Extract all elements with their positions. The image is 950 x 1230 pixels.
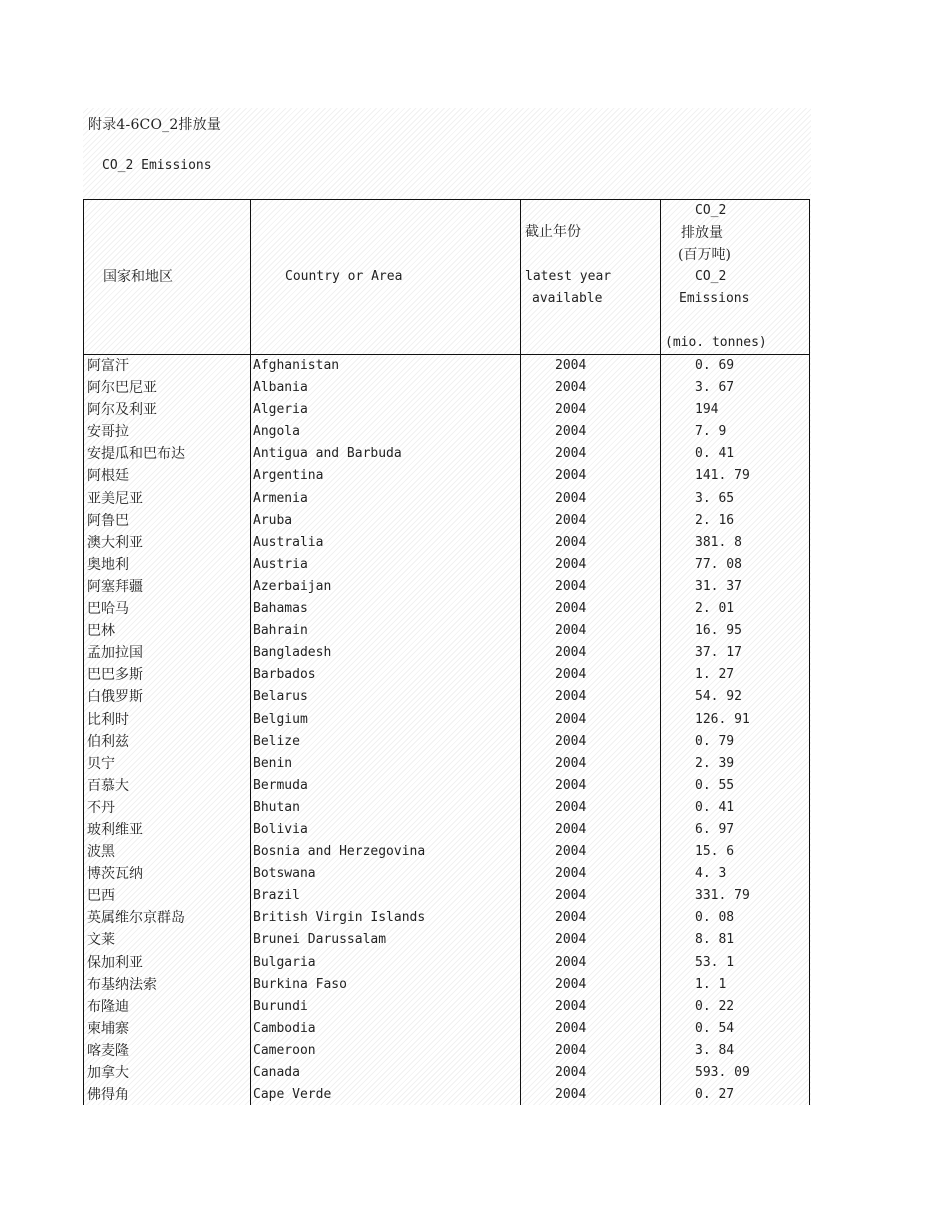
- country-cn-cell: 巴西: [87, 888, 115, 905]
- table-row: [83, 377, 810, 399]
- header-value-2: 排放量: [681, 225, 723, 241]
- table-row: [83, 642, 810, 664]
- emissions-value-cell: 0. 54: [695, 1020, 735, 1036]
- year-cell: 2004: [555, 446, 587, 462]
- emissions-value-cell: 0. 69: [695, 358, 735, 373]
- emissions-value-cell: 4. 3: [695, 866, 727, 882]
- header-value-3: (百万吨): [678, 247, 731, 263]
- emissions-value-cell: 0. 27: [695, 1087, 735, 1103]
- year-cell: 2004: [555, 1020, 587, 1036]
- emissions-value-cell: 54. 92: [695, 689, 742, 705]
- year-cell: 2004: [555, 755, 587, 771]
- year-cell: 2004: [555, 932, 587, 948]
- table-row: [83, 1062, 810, 1084]
- year-cell: 2004: [555, 821, 587, 837]
- table-row: [83, 797, 810, 819]
- table-row: [83, 465, 810, 487]
- year-cell: 2004: [555, 667, 587, 683]
- year-cell: 2004: [555, 490, 587, 506]
- table-row: [83, 554, 810, 576]
- year-cell: 2004: [555, 976, 587, 992]
- year-cell: 2004: [555, 601, 587, 617]
- country-cn-cell: 玻利维亚: [87, 821, 143, 838]
- country-cn-cell: 阿尔及利亚: [87, 402, 157, 419]
- emissions-value-cell: 2. 01: [695, 601, 735, 617]
- country-en-cell: Brazil: [253, 888, 300, 904]
- country-cn-cell: 文莱: [87, 932, 115, 949]
- country-en-cell: Algeria: [253, 402, 308, 418]
- page-subtitle: CO_2 Emissions: [102, 158, 212, 173]
- country-cn-cell: 伯利兹: [87, 733, 129, 750]
- header-country-cn: 国家和地区: [103, 269, 173, 285]
- country-en-cell: Afghanistan: [253, 358, 340, 373]
- country-cn-cell: 孟加拉国: [87, 645, 143, 662]
- country-en-cell: Angola: [253, 424, 300, 440]
- year-cell: 2004: [555, 689, 587, 705]
- header-year-en-2: available: [532, 291, 603, 306]
- header-value-4: CO_2: [695, 269, 727, 284]
- emissions-value-cell: 126. 91: [695, 711, 750, 727]
- year-cell: 2004: [555, 844, 587, 860]
- country-en-cell: Benin: [253, 755, 293, 771]
- table-row: [83, 598, 810, 620]
- country-en-cell: Bermuda: [253, 777, 308, 793]
- country-cn-cell: 不丹: [87, 799, 115, 816]
- country-en-cell: Cameroon: [253, 1042, 316, 1058]
- table-row: [83, 775, 810, 797]
- country-cn-cell: 柬埔寨: [87, 1020, 129, 1037]
- country-cn-cell: 阿富汗: [87, 358, 129, 374]
- page-title: 附录4-6CO_2排放量: [88, 117, 222, 133]
- year-cell: 2004: [555, 733, 587, 749]
- emissions-value-cell: 0. 22: [695, 998, 735, 1014]
- year-cell: 2004: [555, 358, 587, 373]
- header-value-1: CO_2: [695, 203, 727, 218]
- year-cell: 2004: [555, 711, 587, 727]
- emissions-value-cell: 6. 97: [695, 821, 735, 837]
- table-row: [83, 952, 810, 974]
- country-en-cell: Bulgaria: [253, 954, 316, 970]
- emissions-value-cell: 0. 08: [695, 910, 735, 926]
- table-row: [83, 355, 810, 377]
- country-cn-cell: 巴哈马: [87, 601, 129, 618]
- year-cell: 2004: [555, 866, 587, 882]
- emissions-value-cell: 331. 79: [695, 888, 750, 904]
- year-cell: 2004: [555, 777, 587, 793]
- year-cell: 2004: [555, 424, 587, 440]
- country-en-cell: Aruba: [253, 512, 293, 528]
- country-cn-cell: 喀麦隆: [87, 1042, 129, 1059]
- year-cell: 2004: [555, 998, 587, 1014]
- year-cell: 2004: [555, 402, 587, 418]
- country-cn-cell: 阿塞拜疆: [87, 578, 143, 595]
- table-row: [83, 996, 810, 1018]
- country-cn-cell: 比利时: [87, 711, 129, 728]
- country-en-cell: Botswana: [253, 866, 316, 882]
- emissions-value-cell: 3. 67: [695, 380, 735, 396]
- header-year-en-1: latest year: [525, 269, 612, 284]
- country-en-cell: Barbados: [253, 667, 316, 683]
- country-cn-cell: 澳大利亚: [87, 534, 143, 551]
- table-row: [83, 532, 810, 554]
- emissions-value-cell: 2. 16: [695, 512, 735, 528]
- country-en-cell: Bahrain: [253, 623, 308, 639]
- country-en-cell: Bhutan: [253, 799, 300, 815]
- country-cn-cell: 保加利亚: [87, 954, 143, 971]
- year-cell: 2004: [555, 556, 587, 572]
- country-en-cell: Armenia: [253, 490, 308, 506]
- country-cn-cell: 巴林: [87, 623, 115, 640]
- table-row: [83, 753, 810, 775]
- country-cn-cell: 波黑: [87, 844, 115, 861]
- country-cn-cell: 佛得角: [87, 1087, 129, 1104]
- country-en-cell: Brunei Darussalam: [253, 932, 387, 948]
- table-row: [83, 399, 810, 421]
- country-cn-cell: 百慕大: [87, 777, 129, 794]
- country-cn-cell: 巴巴多斯: [87, 667, 143, 684]
- table-row: [83, 819, 810, 841]
- emissions-value-cell: 381. 8: [695, 534, 742, 550]
- emissions-value-cell: 2. 39: [695, 755, 735, 771]
- emissions-value-cell: 141. 79: [695, 468, 750, 484]
- emissions-value-cell: 0. 79: [695, 733, 735, 749]
- emissions-value-cell: 53. 1: [695, 954, 735, 970]
- country-en-cell: Bolivia: [253, 821, 308, 837]
- emissions-value-cell: 0. 41: [695, 446, 735, 462]
- emissions-value-cell: 0. 41: [695, 799, 735, 815]
- country-en-cell: British Virgin Islands: [253, 910, 426, 926]
- year-cell: 2004: [555, 623, 587, 639]
- table-row: [83, 885, 810, 907]
- emissions-value-cell: 593. 09: [695, 1065, 750, 1080]
- table-row: [83, 1084, 810, 1106]
- year-cell: 2004: [555, 512, 587, 528]
- table-row: [83, 421, 810, 443]
- header-country-en: Country or Area: [285, 269, 403, 284]
- header-value-5: Emissions: [679, 291, 750, 306]
- table-row: [83, 576, 810, 598]
- country-en-cell: Albania: [253, 380, 308, 396]
- year-cell: 2004: [555, 534, 587, 550]
- emissions-value-cell: 16. 95: [695, 623, 742, 639]
- table-row: [83, 488, 810, 510]
- country-en-cell: Burkina Faso: [253, 976, 347, 992]
- country-en-cell: Cambodia: [253, 1020, 316, 1036]
- country-cn-cell: 安哥拉: [87, 424, 129, 441]
- table-row: [83, 1040, 810, 1062]
- country-cn-cell: 阿根廷: [87, 468, 129, 485]
- country-cn-cell: 博茨瓦纳: [87, 866, 143, 883]
- emissions-table: [83, 199, 810, 1105]
- emissions-value-cell: 0. 55: [695, 777, 735, 793]
- country-cn-cell: 阿尔巴尼亚: [87, 380, 157, 397]
- table-row: [83, 929, 810, 951]
- country-cn-cell: 白俄罗斯: [87, 689, 143, 706]
- country-en-cell: Australia: [253, 534, 324, 550]
- country-cn-cell: 英属维尔京群岛: [87, 910, 185, 927]
- year-cell: 2004: [555, 380, 587, 396]
- year-cell: 2004: [555, 910, 587, 926]
- year-cell: 2004: [555, 888, 587, 904]
- emissions-value-cell: 3. 65: [695, 490, 735, 506]
- country-en-cell: Belgium: [253, 711, 308, 727]
- year-cell: 2004: [555, 645, 587, 661]
- table-row: [83, 620, 810, 642]
- table-row: [83, 731, 810, 753]
- country-cn-cell: 奥地利: [87, 556, 129, 573]
- emissions-value-cell: 77. 08: [695, 556, 742, 572]
- country-cn-cell: 布基纳法索: [87, 976, 157, 993]
- country-en-cell: Cape Verde: [253, 1087, 332, 1103]
- table-row: [83, 841, 810, 863]
- table-row: [83, 1018, 810, 1040]
- country-en-cell: Antigua and Barbuda: [253, 446, 402, 462]
- table-row: [83, 664, 810, 686]
- country-en-cell: Bosnia and Herzegovina: [253, 844, 426, 860]
- year-cell: 2004: [555, 1065, 587, 1080]
- country-en-cell: Belize: [253, 733, 300, 749]
- country-en-cell: Canada: [253, 1065, 300, 1080]
- country-en-cell: Bahamas: [253, 601, 308, 617]
- country-cn-cell: 贝宁: [87, 755, 115, 772]
- country-en-cell: Burundi: [253, 998, 308, 1014]
- emissions-value-cell: 1. 1: [695, 976, 727, 992]
- table-row: [83, 863, 810, 885]
- table-row: [83, 907, 810, 929]
- country-en-cell: Belarus: [253, 689, 308, 705]
- year-cell: 2004: [555, 799, 587, 815]
- country-en-cell: Bangladesh: [253, 645, 332, 661]
- emissions-value-cell: 8. 81: [695, 932, 735, 948]
- header-year-cn: 截止年份: [525, 224, 581, 240]
- year-cell: 2004: [555, 1087, 587, 1103]
- table-body: [83, 355, 810, 1106]
- country-cn-cell: 加拿大: [87, 1065, 129, 1081]
- header-value-6: (mio. tonnes): [665, 335, 767, 350]
- table-row: [83, 709, 810, 731]
- emissions-value-cell: 7. 9: [695, 424, 727, 440]
- year-cell: 2004: [555, 578, 587, 594]
- year-cell: 2004: [555, 1042, 587, 1058]
- table-row: [83, 443, 810, 465]
- emissions-value-cell: 1. 27: [695, 667, 735, 683]
- table-row: [83, 510, 810, 532]
- year-cell: 2004: [555, 468, 587, 484]
- emissions-value-cell: 31. 37: [695, 578, 742, 594]
- emissions-value-cell: 37. 17: [695, 645, 742, 661]
- emissions-value-cell: 194: [695, 402, 719, 418]
- year-cell: 2004: [555, 954, 587, 970]
- country-en-cell: Austria: [253, 556, 308, 572]
- country-cn-cell: 安提瓜和巴布达: [87, 446, 185, 463]
- country-cn-cell: 布隆迪: [87, 998, 129, 1015]
- country-cn-cell: 亚美尼亚: [87, 490, 143, 507]
- country-en-cell: Argentina: [253, 468, 324, 484]
- country-en-cell: Azerbaijan: [253, 578, 332, 594]
- emissions-value-cell: 15. 6: [695, 844, 735, 860]
- emissions-value-cell: 3. 84: [695, 1042, 735, 1058]
- table-row: [83, 686, 810, 708]
- table-row: [83, 974, 810, 996]
- country-cn-cell: 阿鲁巴: [87, 512, 129, 529]
